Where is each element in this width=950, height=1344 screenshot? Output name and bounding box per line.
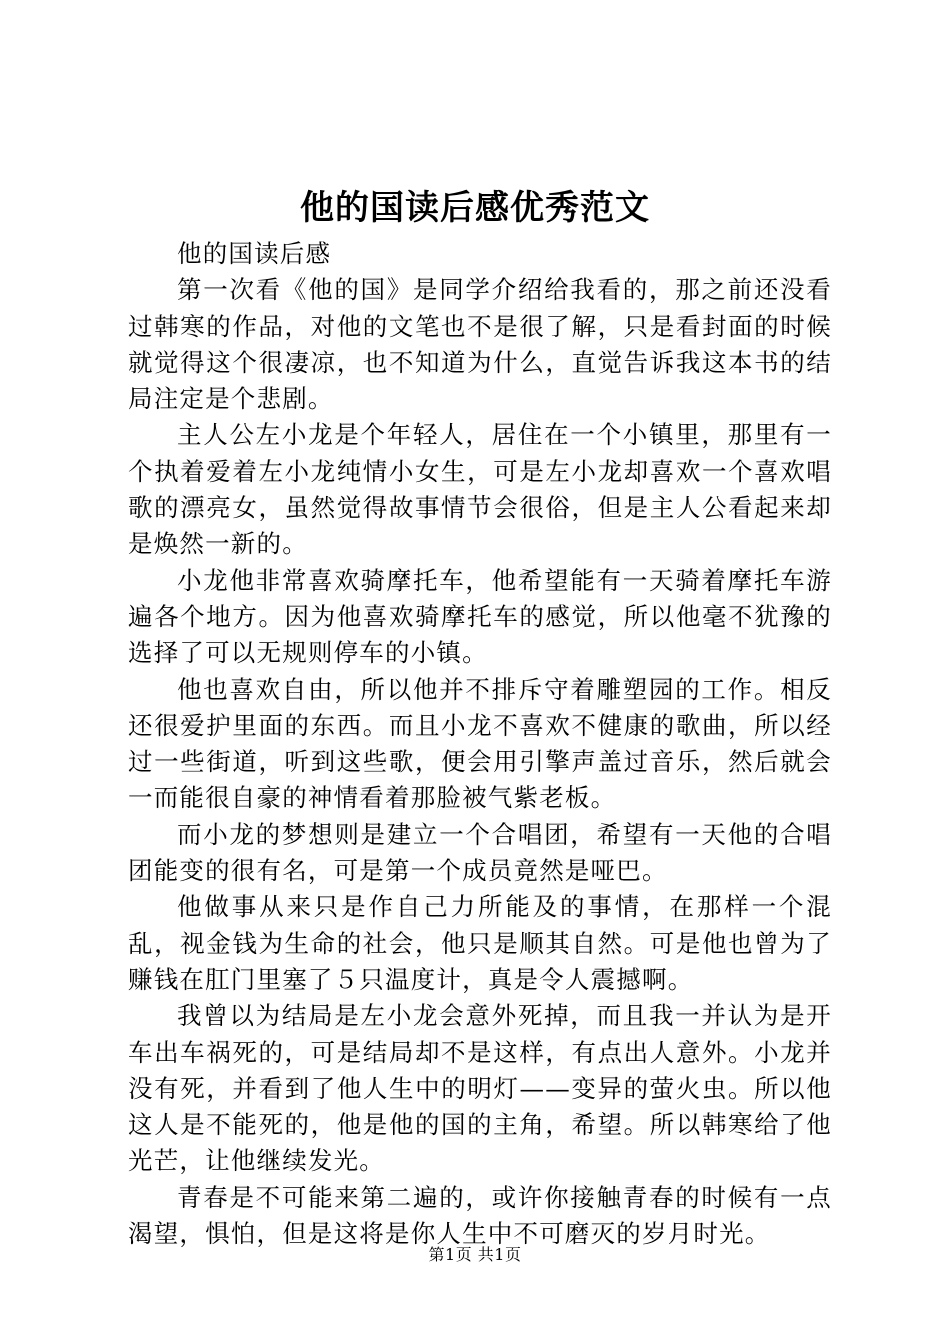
paragraph: 他也喜欢自由，所以他并不排斥守着雕塑园的工作。相反还很爱护里面的东西。而且小龙不喜欢不健康的歌曲，所以经过一些街道，听到这些歌，便会用引擎声盖过音乐，然后就会一而能很自豪的神情看着那脸被气紫老板。 — [128, 674, 832, 813]
paragraph: 他做事从来只是作自己力所能及的事情，在那样一个混乱，视金钱为生命的社会，他只是顺其自然。可是他也曾为了赚钱在肛门里塞了５只温度计，真是令人震撼啊。 — [128, 892, 832, 994]
paragraph-subtitle: 他的国读后感 — [177, 239, 332, 268]
paragraph: 小龙他非常喜欢骑摩托车，他希望能有一天骑着摩托车游遍各个地方。因为他喜欢骑摩托车的感觉，所以他毫不犹豫的选择了可以无规则停车的小镇。 — [128, 565, 832, 668]
paragraph: 主人公左小龙是个年轻人，居住在一个小镇里，那里有一个执着爱着左小龙纯情小女生，可是左小龙却喜欢一个喜欢唱歌的漂亮女，虽然觉得故事情节会很俗，但是主人公看起来却是焕然一新的。 — [128, 420, 832, 559]
paragraph: 我曾以为结局是左小龙会意外死掉，而且我一并认为是开车出车祸死的，可是结局却不是这样，有点出人意外。小龙并没有死，并看到了他人生中的明灯——变异的萤火虫。所以他这人是不能死的，他是他的国的主角，希望。所以韩寒给了他光芒，让他继续发光。 — [128, 1001, 832, 1176]
paragraph: 而小龙的梦想则是建立一个合唱团，希望有一天他的合唱团能变的很有名，可是第一个成员竟然是哑巴。 — [128, 819, 832, 886]
paragraph: 第一次看《他的国》是同学介绍给我看的，那之前还没看过韩寒的作品，对他的文笔也不是很了解，只是看封面的时候就觉得这个很凄凉，也不知道为什么，直觉告诉我这本书的结局注定是个悲剧。 — [128, 275, 832, 414]
document-title: 他的国读后感优秀范文 — [300, 188, 650, 228]
paragraph: 青春是不可能来第二遍的，或许你接触青春的时候有一点渴望，惧怕，但是这将是你人生中不可磨灭的岁月时光。 — [128, 1182, 832, 1249]
page-footer: 第1页 共1页 — [428, 1245, 522, 1264]
document-body — [128, 236, 832, 1252]
